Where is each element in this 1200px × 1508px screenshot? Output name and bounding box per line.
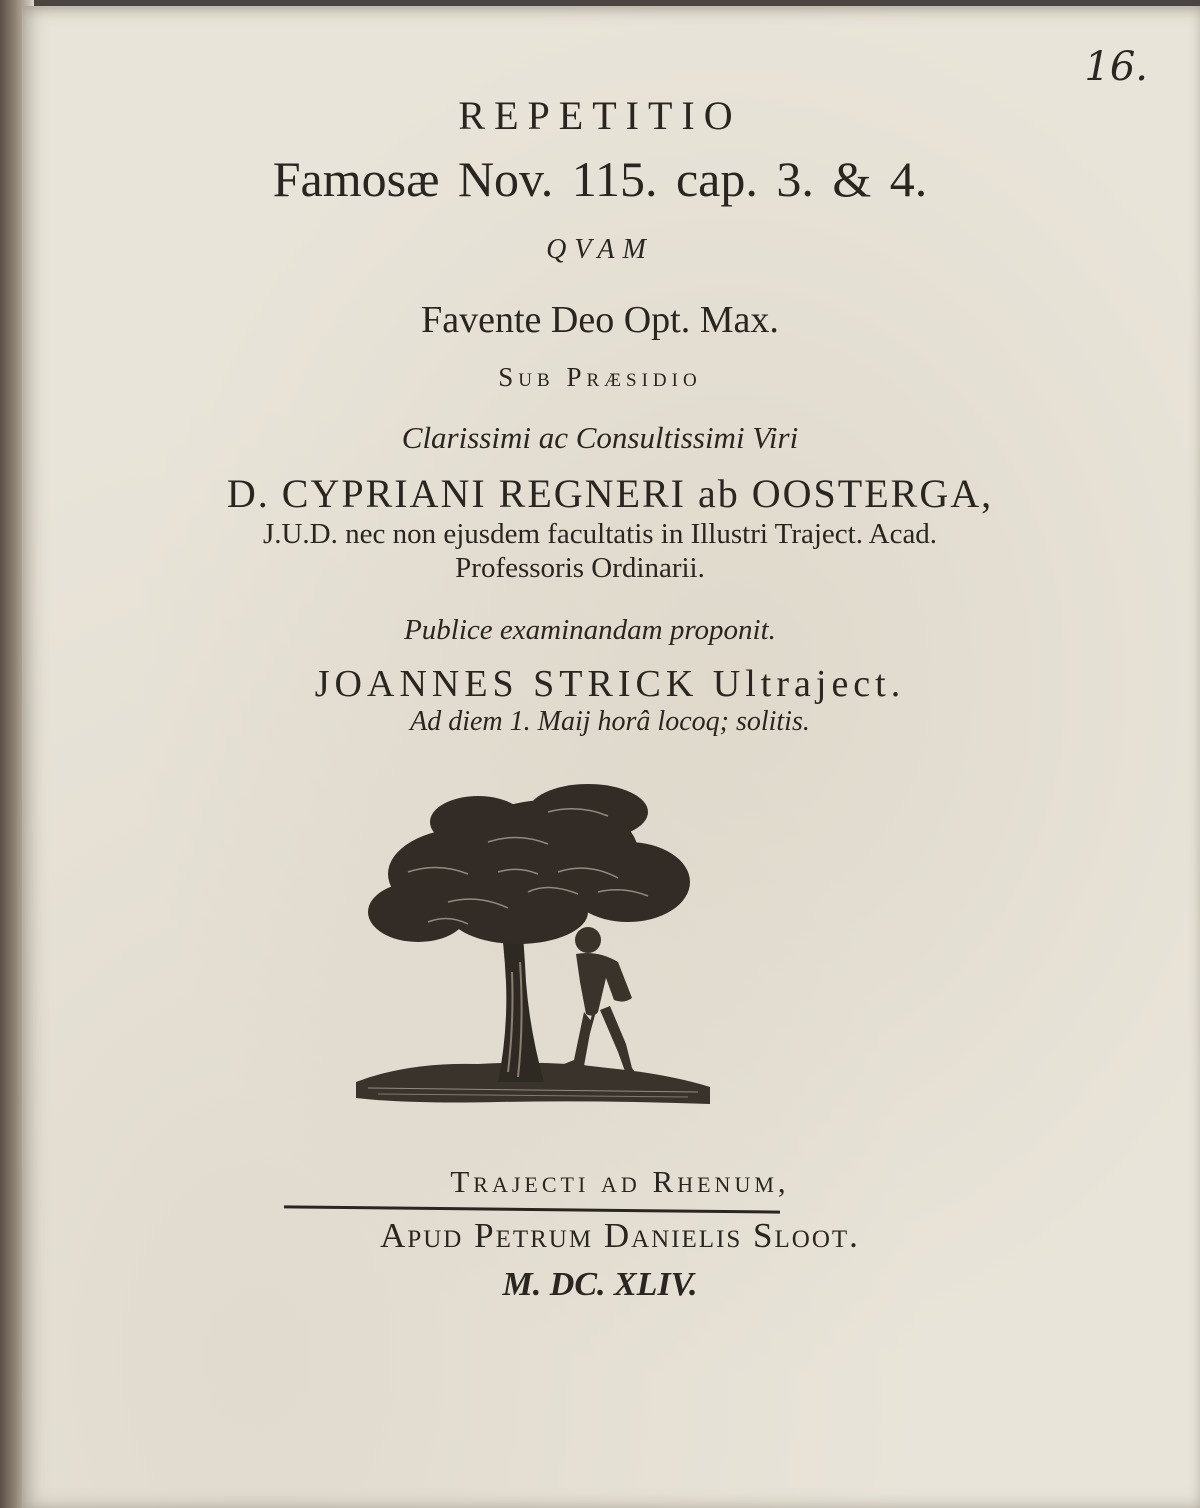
tree-and-digging-man-woodcut-icon bbox=[348, 782, 718, 1112]
title-cypriani: D. CYPRIANI REGNERI ab OOSTERGA, bbox=[226, 471, 994, 516]
folio-number: 16. bbox=[1084, 44, 1148, 90]
title-jud: J.U.D. nec non ejusdem facultatis in Illustri Traject. Acad. bbox=[262, 518, 938, 550]
title-publice: Publice examinandam proponit. bbox=[404, 614, 776, 646]
imprint-year: M. DC. XLIV. bbox=[502, 1266, 698, 1303]
title-sub-praesidio: Sub Præsidio bbox=[498, 362, 702, 392]
title-clarissimi: Clarissimi ac Consultissimi Viri bbox=[401, 420, 799, 455]
title-quam: QVAM bbox=[546, 234, 654, 265]
title-professoris: Professoris Ordinarii. bbox=[455, 552, 705, 584]
title-famosae: Famosæ Nov. 115. cap. 3. & 4. bbox=[272, 151, 928, 207]
imprint-apud: Apud Petrum Danielis Sloot. bbox=[380, 1216, 860, 1255]
title-joannes: JOANNES STRICK Ultraject. bbox=[314, 663, 906, 705]
title-repetitio: REPETITIO bbox=[458, 93, 742, 138]
title-favente: Favente Deo Opt. Max. bbox=[421, 299, 779, 341]
title-ad-diem: Ad diem 1. Maij horâ locoq; solitis. bbox=[410, 706, 810, 737]
imprint-trajecti: Trajecti ad Rhenum, bbox=[450, 1164, 790, 1199]
